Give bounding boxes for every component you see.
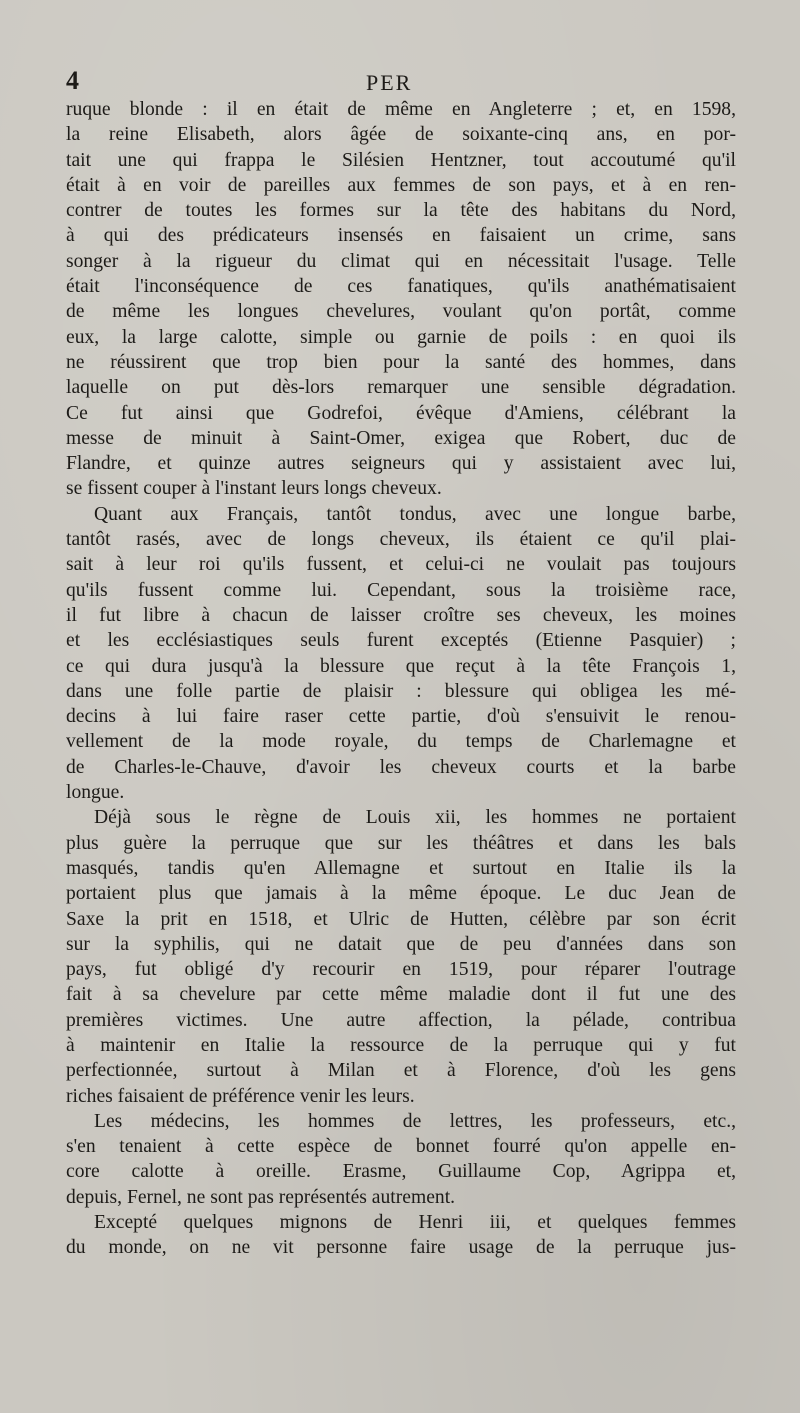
page-number: 4 [66, 66, 79, 95]
text-line: Quant aux Français, tantôt tondus, avec une longue barbe, [94, 503, 736, 525]
text-line: songer à la rigueur du climat qui en nécessitait l'usage. Telle [66, 250, 736, 272]
text-line: laquelle on put dès-lors remarquer une sensible dégradation. [66, 377, 736, 399]
text-line: ruque blonde : il en était de même en Angleterre ; et, en 1598, [66, 99, 736, 120]
text-line: à maintenir en Italie la ressource de la perruque qui y fut [66, 1034, 736, 1056]
text-line: qu'ils fussent comme lui. Cependant, sous la troisième race, [66, 579, 736, 601]
text-line: s'en tenaient à cette espèce de bonnet fourré qu'on appelle en- [66, 1136, 736, 1158]
running-head: PER [366, 70, 413, 95]
text-line: Ce fut ainsi que Godrefoi, évêque d'Amiens, célébrant la [66, 402, 736, 424]
text-line: portaient plus que jamais à la même époque. Le duc Jean de [66, 883, 736, 905]
text-line: pays, fut obligé d'y recourir en 1519, pour réparer l'outrage [66, 959, 736, 981]
text-line: de même les longues chevelures, voulant qu'on portât, comme [66, 301, 736, 323]
text-line: masqués, tandis qu'en Allemagne et surtout en Italie ils la [66, 857, 736, 879]
text-line: contrer de toutes les formes sur la tête des habitans du Nord, [66, 200, 736, 222]
text-line: tantôt rasés, avec de longs cheveux, ils étaient ce qu'il plai- [66, 529, 736, 551]
page-header [66, 66, 734, 96]
text-line: se fissent couper à l'instant leurs longs cheveux. [66, 478, 442, 500]
text-line: Excepté quelques mignons de Henri iii, et quelques femmes [94, 1212, 736, 1234]
text-line: et les ecclésiastiques seuls furent exceptés (Etienne Pasquier) ; [66, 630, 736, 652]
text-line: premières victimes. Une autre affection, la pélade, contribua [66, 1009, 736, 1031]
text-line: riches faisaient de préférence venir les leurs. [66, 1085, 415, 1107]
text-line: eux, la large calotte, simple ou garnie de poils : en quoi ils [66, 326, 736, 348]
text-line: était l'inconséquence de ces fanatiques, qu'ils anathématisaient [66, 276, 736, 298]
text-line: depuis, Fernel, ne sont pas représentés autrement. [66, 1186, 456, 1208]
text-line: de Charles-le-Chauve, d'avoir les cheveux courts et la barbe [66, 756, 736, 778]
text-line: sait à leur roi qu'ils fussent, et celui-ci ne voulait pas toujours [66, 554, 736, 576]
text-line: la reine Elisabeth, alors âgée de soixante-cinq ans, en por- [66, 124, 736, 146]
text-line: Déjà sous le règne de Louis xii, les hommes ne portaient [94, 807, 736, 829]
text-line: du monde, on ne vit personne faire usage de la perruque jus- [66, 1237, 736, 1259]
text-line: decins à lui faire raser cette partie, d'où s'ensuivit le renou- [66, 706, 736, 728]
text-line: sur la syphilis, qui ne datait que de peu d'années dans son [66, 933, 736, 955]
text-line: ne réussirent que trop bien pour la santé des hommes, dans [66, 351, 736, 373]
text-line: Saxe la prit en 1518, et Ulric de Hutten, célèbre par son écrit [66, 908, 736, 930]
text-line: Flandre, et quinze autres seigneurs qui y assistaient avec lui, [66, 453, 736, 475]
body-text [66, 97, 736, 1261]
text-line: vellement de la mode royale, du temps de Charlemagne et [66, 731, 736, 753]
text-line: plus guère la perruque que sur les théâtres et dans les bals [66, 832, 736, 854]
text-line: tait une qui frappa le Silésien Hentzner, tout accoutumé qu'il [66, 149, 736, 171]
text-line: ce qui dura jusqu'à la blessure que reçut à la tête François 1, [66, 655, 736, 677]
text-line: longue. [66, 782, 125, 804]
text-line: Les médecins, les hommes de lettres, les professeurs, etc., [94, 1110, 736, 1132]
text-line: perfectionnée, surtout à Milan et à Florence, d'où les gens [66, 1060, 736, 1082]
text-line: core calotte à oreille. Erasme, Guillaume Cop, Agrippa et, [66, 1161, 736, 1183]
text-line: était à en voir de pareilles aux femmes de son pays, et à en ren- [66, 174, 736, 196]
text-line: à qui des prédicateurs insensés en faisaient un crime, sans [66, 225, 736, 247]
text-line: dans une folle partie de plaisir : blessure qui obligea les mé- [66, 680, 736, 702]
text-line: messe de minuit à Saint-Omer, exigea que Robert, duc de [66, 427, 736, 449]
text-line: fait à sa chevelure par cette même maladie dont il fut une des [66, 984, 736, 1006]
text-line: il fut libre à chacun de laisser croître ses cheveux, les moines [66, 604, 736, 626]
